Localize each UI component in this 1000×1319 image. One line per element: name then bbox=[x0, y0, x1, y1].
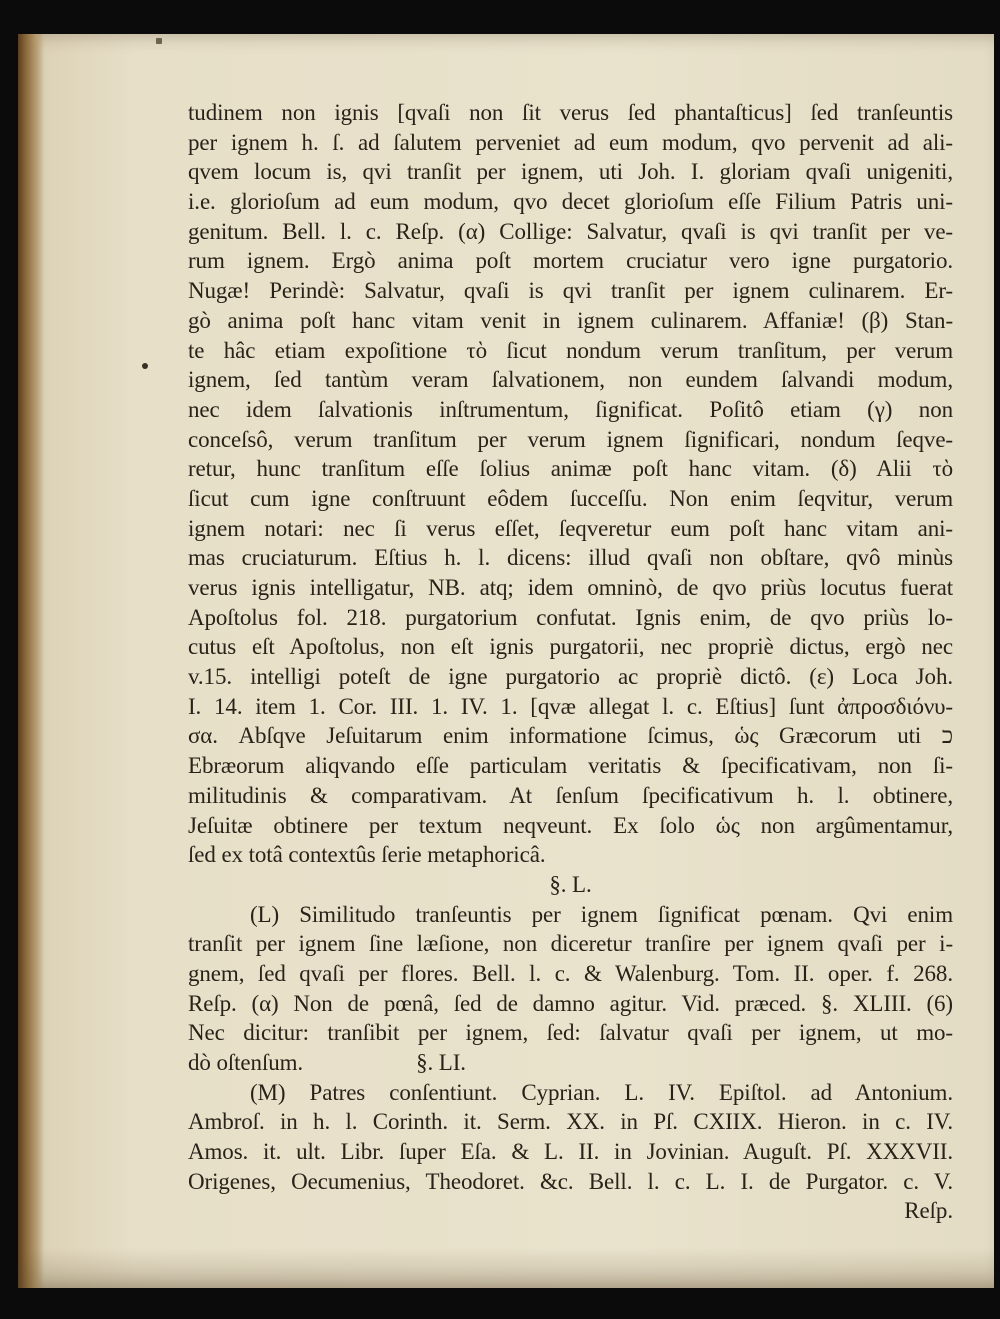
text-line: Ebræorum aliqvando eſſe particulam veritatis & ſpecificativam, non ſi- bbox=[188, 753, 953, 779]
text-line: gò anima poſt hanc vitam venit in ignem culinarem. Affaniæ! (β) Stan- bbox=[188, 307, 953, 333]
text-line: per ignem h. ſ. ad ſalutem perveniet ad eum modum, qvo pervenit ad ali- bbox=[188, 129, 953, 155]
text-line: v.15. intelligi poteſt de igne purgatorio ac propriè dictô. (ε) Loca Joh. bbox=[188, 664, 953, 690]
section-heading: §. L. bbox=[549, 871, 592, 897]
text-line: cutus eſt Apoſtolus, non eſt ignis purgatorii, nec propriè dictus, ergò nec bbox=[188, 634, 953, 660]
text-line: Nec dicitur: tranſibit per ignem, ſed: ſalvatur qvaſi per ignem, ut mo- bbox=[188, 1020, 953, 1046]
text-line: (L) Similitudo tranſeuntis per ignem ſignificat pœnam. Qvi enim bbox=[250, 901, 953, 927]
text-line: σα. Abſqve Jeſuitarum enim informatione ſcimus, ὡς Græcorum uti כ bbox=[188, 723, 953, 749]
text-line: ignem notari: nec ſi verus eſſet, ſeqveretur eum poſt hanc vitam ani- bbox=[188, 515, 953, 541]
text-line: Apoſtolus fol. 218. purgatorium confutat. Ignis enim, de qvo priùs lo- bbox=[188, 604, 953, 630]
catchword: Reſp. bbox=[904, 1198, 953, 1224]
text-line: tranſit per ignem ſine læſione, non diceretur tranſire per ignem qvaſi per i- bbox=[188, 931, 953, 957]
text-line: mas cruciaturum. Eſtius h. l. dicens: illud qvaſi non obſtare, qvô minùs bbox=[188, 545, 953, 571]
page-text bbox=[188, 98, 953, 1226]
text-line-with-section-heading: dò oſtenſum. §. LI. bbox=[188, 1050, 466, 1075]
page-bottom-shadow bbox=[18, 1248, 994, 1288]
text-line: rum ignem. Ergò anima poſt mortem cruciatur vero igne purgatorio. bbox=[188, 248, 953, 274]
margin-dot bbox=[142, 363, 148, 369]
text-line: qvem locum is, qvi tranſit per ignem, uti Joh. I. gloriam qvaſi unigeniti, bbox=[188, 159, 953, 185]
text-line: I. 14. item 1. Cor. III. 1. IV. 1. [qvæ allegat l. c. Eſtius] ſunt ἀπροσδιόνυ- bbox=[188, 693, 953, 719]
corner-mark bbox=[156, 38, 162, 44]
text-line: te hâc etiam expoſitione τὸ ſicut nondum verum tranſitum, per verum bbox=[188, 337, 953, 363]
text-line: Origenes, Oecumenius, Theodoret. &c. Bell. l. c. L. I. de Purgator. c. V. bbox=[188, 1168, 953, 1194]
text-line: retur, hunc tranſitum eſſe ſolius animæ poſt hanc vitam. (δ) Alii τὸ bbox=[188, 456, 953, 482]
text-line: Jeſuitæ obtinere per textum neqveunt. Ex ſolo ὡς non argûmentamur, bbox=[188, 812, 953, 838]
text-line: Ambroſ. in h. l. Corinth. it. Serm. XX. in Pſ. CXIIX. Hieron. in c. IV. bbox=[188, 1109, 953, 1135]
text-line: tudinem non ignis [qvaſi non ſit verus ſed phantaſticus] ſed tranſeuntis bbox=[188, 100, 953, 125]
page-gutter bbox=[18, 34, 44, 1288]
text-line: conceſsô, verum tranſitum per verum ignem ſignificari, nondum ſeqve- bbox=[188, 426, 953, 452]
text-line: verus ignis intelligatur, NB. atq; idem omninò, de qvo priùs locutus fuerat bbox=[188, 575, 953, 600]
text-line: militudinis & comparativam. At ſenſum ſpecificativum h. l. obtinere, bbox=[188, 782, 953, 808]
text-line: ſicut cum igne conſtruunt eôdem ſucceſſu. Non enim ſeqvitur, verum bbox=[188, 485, 953, 511]
text-line: (M) Patres conſentiunt. Cyprian. L. IV. Epiſtol. ad Antonium. bbox=[250, 1079, 953, 1105]
text-line: nec idem ſalvationis inſtrumentum, ſignificat. Poſitô etiam (γ) non bbox=[188, 396, 953, 422]
text-line: i.e. glorioſum ad eum modum, qvo decet glorioſum eſſe Filium Patris uni- bbox=[188, 189, 953, 215]
text-line: genitum. Bell. l. c. Reſp. (α) Collige: Salvatur, qvaſi is qvi tranſit per ve- bbox=[188, 218, 953, 244]
text-line: gnem, ſed qvaſi per flores. Bell. l. c. & Walenburg. Tom. II. oper. f. 268. bbox=[188, 960, 953, 986]
text-line: ſed ex totâ contextûs ſerie metaphoricâ. bbox=[188, 842, 546, 868]
text-line: Reſp. (α) Non de pœnâ, ſed de damno agitur. Vid. præced. §. XLIII. (6) bbox=[188, 990, 953, 1016]
text-line: ignem, ſed tantùm veram ſalvationem, non eundem ſalvandi modum, bbox=[188, 367, 953, 393]
text-line: Amos. it. ult. Libr. ſuper Eſa. & L. II. in Jovinian. Auguſt. Pſ. XXXVII. bbox=[188, 1139, 953, 1165]
text-line: Nugæ! Perindè: Salvatur, qvaſi is qvi tranſit per ignem culinarem. Er- bbox=[188, 278, 953, 304]
